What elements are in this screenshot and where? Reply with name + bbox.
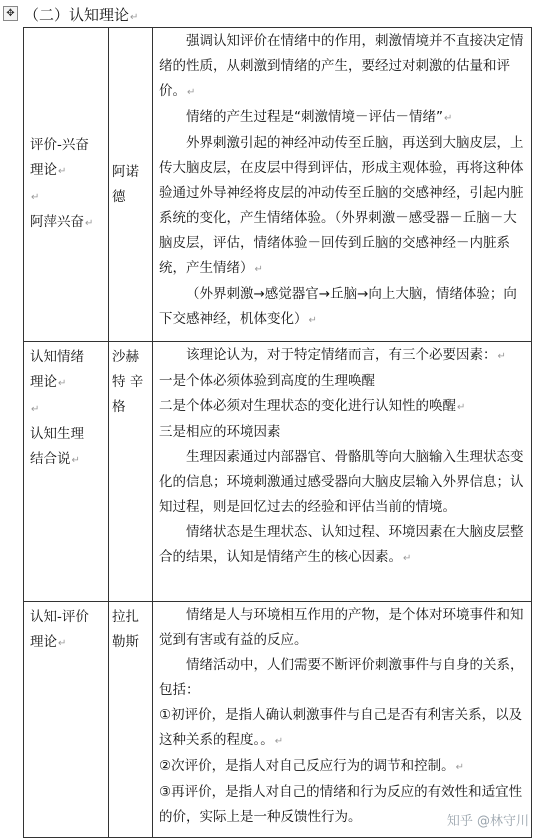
theory-name-line: 结合说↵ [30,451,80,467]
description-line: 生理因素通过内部器官、骨骼肌等向大脑输入生理状态变化的信息；环境刺激通过感受器向大脑皮层输入外界信息；认知过程，则是回忆过去的经验和评估当前的情境。 [159,449,524,515]
description-cell [153,602,532,838]
theory-name-line: 阿萍兴奋↵ [30,214,94,230]
description-line: 强调认知评价在情绪中的作用，刺激情境并不直接决定情绪的性质，从刺激到情绪的产生，要经过对刺激的估量和评价。↵ [159,33,524,99]
person-cell [109,342,153,602]
theory-name-cell [24,342,109,602]
description-line: 一是个体必须体验到高度的生理唤醒 [159,373,375,389]
table-row [24,602,532,838]
table-row [24,342,532,602]
description-line: （外界刺激→感觉器官→丘脑→向上大脑，情绪体验；向下交感神经，机体变化）↵ [159,286,517,327]
description-line: 情绪的产生过程是“刺激情境－评估－情绪”↵ [186,109,453,125]
person-name: 阿诺德 [112,163,139,205]
watermark: 知乎 @林守川 [446,814,529,829]
description-cell [153,342,532,602]
table-move-handle-icon[interactable]: ✥ [3,6,18,21]
section-heading [24,4,138,29]
theory-name-line: 认知-评价 [30,609,89,625]
theory-name-cell [24,28,109,342]
theory-name-line: ↵ [31,192,40,203]
description-line: 三是相应的环境因素 [159,424,281,440]
theory-name-line: 理论↵ [30,374,67,390]
description-line: ①初评价，是指人确认刺激事件与自己是否有利害关系，以及这种关系的程度。。↵ [159,707,523,748]
person-cell [109,28,153,342]
section-heading-text: （二）认知理论 [24,6,130,24]
description-line: 该理论认为，对于特定情绪而言，有三个必要因素：↵ [186,347,506,363]
theory-name-line: ↵ [31,404,40,415]
theory-name-cell [24,602,109,838]
theory-name-line: 认知情绪 [30,349,84,365]
description-line: 外界刺激引起的神经冲动传至丘脑，再送到大脑皮层，上传大脑皮层，在皮层中得到评估，形成主观体验，再将这种体验通过外导神经将皮层的冲动传至丘脑的交感神经，引起内脏系统的变化，产生情绪体验。（外界刺激－感受器－丘脑－大脑皮层，评估，情绪体验－回传到丘脑的交感神经－内脏系统，产生情绪）↵ [159,135,524,276]
theory-name-line: 理论↵ [30,162,67,178]
description-line: 二是个体必须对生理状态的变化进行认知性的唤醒↵ [159,398,466,414]
description-line: ②次评价，是指人对自己反应行为的调节和控制。↵ [159,758,464,774]
description-line: ③再评价，是指人对自己的情绪和行为反应的有效性和适宜性的价，实际上是一种反馈性行为。 [159,784,523,825]
theory-table [23,27,532,838]
theory-name-line: 认知生理 [30,426,84,442]
person-name: 拉扎勒斯 [112,609,139,650]
description-line: 情绪是人与环境相互作用的产物，是个体对环境事件和知觉到有害或有益的反应。 [159,607,524,648]
description-line: 情绪状态是生理状态、认知过程、环境因素在大脑皮层整合的结果，认知是情绪产生的核心因素。↵ [159,524,524,565]
description-cell [153,28,532,342]
table-row [24,28,532,342]
paragraph-mark: ↵ [130,12,139,23]
person-cell [109,602,153,838]
description-line: 情绪活动中，人们需要不断评价刺激事件与自身的关系，包括： [159,657,524,698]
person-name: 沙赫特 辛格 [112,349,144,415]
theory-name-line: 理论↵ [30,634,67,650]
theory-name-line: 评价-兴奋 [30,137,89,153]
